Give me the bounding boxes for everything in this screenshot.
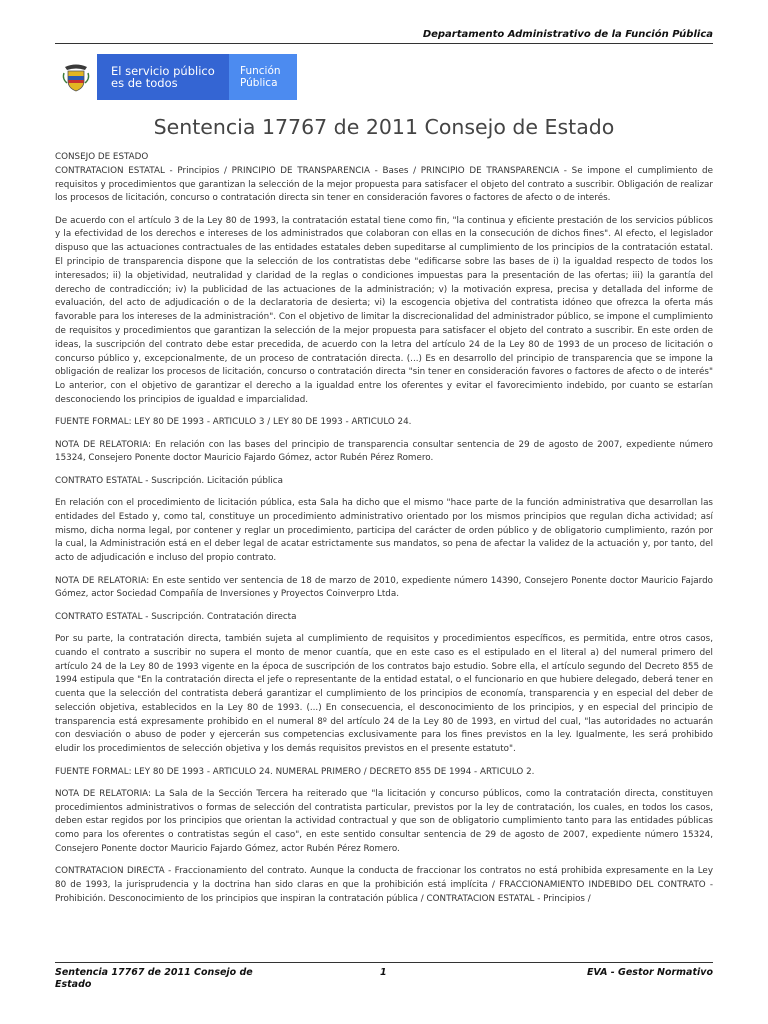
funcion-publica-block bbox=[229, 54, 297, 100]
footer-document-title: Sentencia 17767 de 2011 Consejo de Estado bbox=[55, 967, 253, 990]
footer-source: EVA - Gestor Normativo bbox=[586, 967, 713, 978]
paragraph: NOTA DE RELATORIA: En relación con las bases del principio de transparencia consultar sentencia de 29 de agosto de 2007, expediente número 15324, Consejero Ponente doctor Mauricio Fajardo Gómez, actor Rubén Pérez Romero. bbox=[55, 439, 713, 464]
slogan-line-2: es de todos bbox=[111, 76, 178, 90]
paragraph: CONTRATACION DIRECTA - Fraccionamiento del contrato. Aunque la conducta de fraccionar los contratos no está prohibida expresamente en la Ley 80 de 1993, la jurisprudencia y la doctrina han sido claras en que la prohibición está implícita / FRACCIONAMIENTO INDEBIDO DEL CONTRATO - Prohibición. Desconocimiento de los principios que inspiran la contratación pública / CONTRATACION ESTATAL - Principios / bbox=[55, 866, 713, 904]
paragraph: CONSEJO DE ESTADO bbox=[55, 152, 149, 162]
paragraph: De acuerdo con el artículo 3 de la Ley 80 de 1993, la contratación estatal tiene como fin, "la continua y eficiente prestación de los servicios públicos y la efectividad de los derechos e intereses de los administrados que colaboran con ellas en la consecución de dichos fines". Al efecto, el legislador dispuso que las actuaciones contractuales de las entidades estatales deben supeditarse al cumplimiento de los principios de la contratación estatal. El principio de transparencia dispone que la selección de los contratistas debe "edificarse sobre las bases de i) la igualdad respecto de todos los interesados; ii) la objetividad, neutralidad y claridad de la reglas o condiciones impuestas para la presentación de las ofertas; iii) la garantía del derecho de contradicción; iv) la publicidad de las actuaciones de la administración; v) la motivación expresa, precisa y detallada del informe de evaluación, del acto de adjudicación o de la declaratoria de desierta; vi) la escogencia objetiva del contratista idóneo que ofrezca la oferta más favorable para los intereses de la administración". Con el objetivo de limitar la discrecionalidad del administrador público, se impone el cumplimiento de requisitos y procedimientos que garantizan la selección de la mejor propuesta para satisfacer el objeto del contrato a suscribir. En este orden de ideas, la suscripción del contrato debe estar precedida, de acuerdo con la letra del artículo 24 de la Ley 80 de 1993 de un proceso de licitación o concurso público y, excepcionalmente, de un proceso de contratación directa. (...) Es en desarrollo del principio de transparencia que se impone la obligación de realizar los procesos de licitación, concurso o contratación directa "sin tener en consideración favores o factores de afecto o de interés" Lo anterior, con el objetivo de garantizar el derecho a la igualdad entre los oferentes y evitar el favorecimiento indebido, por cuanto se estarían desconociendo los principios de igualdad e imparcialidad. bbox=[55, 215, 713, 406]
paragraph: CONTRATO ESTATAL - Suscripción. Contratación directa bbox=[55, 611, 297, 622]
document-body bbox=[55, 151, 713, 915]
paragraph: Por su parte, la contratación directa, también sujeta al cumplimiento de requisitos y procedimientos específicos, es permitida, entre otros casos, cuando el contrato a suscribir no supera el monto de menor cuantía, que en este caso es el estipulado en el literal a) del numeral primero del artículo 24 de la Ley 80 de 1993 vigente en la época de suscripción de los contratos bajo estudio. Sobre ella, el artículo segundo del Decreto 855 de 1994 estipula que "En la contratación directa el jefe o representante de la entidad estatal, o el funcionario en que hubiere delegado, deberá tener en cuenta que la selección del contratista deberá garantizar el cumplimiento de los principios de economía, transparencia y en especial del deber de selección objetiva, establecidos en la Ley 80 de 1993. (...) En consecuencia, el desconocimiento de los principios, y en especial del principio de transparencia está expresamente prohibido en el numeral 8º del artículo 24 de la Ley 80 de 1993, en virtud del cual, "las autoridades no actuarán con desviación o abuso de poder y ejercerán sus competencias exclusivamente para los fines previstos en la ley. Igualmente, les será prohibido eludir los procedimientos de selección objetiva y los demás requisitos previstos en el presente estatuto". bbox=[55, 633, 713, 755]
slogan-block bbox=[97, 54, 229, 100]
paragraph: NOTA DE RELATORIA: En este sentido ver sentencia de 18 de marzo de 2010, expediente número 14390, Consejero Ponente doctor Mauricio Fajardo Gómez, actor Sociedad Compañía de Inversiones y Proyectos Coinverpro Ltda. bbox=[55, 575, 713, 600]
paragraph: CONTRATO ESTATAL - Suscripción. Licitación pública bbox=[55, 475, 283, 486]
paragraph: FUENTE FORMAL: LEY 80 DE 1993 - ARTICULO 3 / LEY 80 DE 1993 - ARTICULO 24. bbox=[55, 417, 412, 428]
paragraph: En relación con el procedimiento de licitación pública, esta Sala ha dicho que el mismo "hace parte de la función administrativa que desarrollan las entidades del Estado y, como tal, constituye un procedimiento administrativo orientado por los mismos principios que regulan dicha actividad; así mismo, dicha norma legal, por contener y reglar un procedimiento, participa del carácter de orden público y de obligatorio cumplimiento, razón por la cual, la Administración está en el deber legal de acatar estrictamente sus mandatos, so pena de afectar la validez de la actuación y, por tanto, del acto de adjudicación e incluso del propio contrato. bbox=[55, 498, 713, 564]
paragraph: CONTRATACION ESTATAL - Principios / PRINCIPIO DE TRANSPARENCIA - Bases / PRINCIPIO DE TRANSPARENCIA - Se impone el cumplimiento de requisitos y procedimientos que garantizan la selección de la mejor propuesta para satisfacer el objeto del contrato a suscribir. Obligación de realizar los procesos de licitación, concurso o contratación directa sin tener en consideración favores o factores de afecto o de interés. bbox=[55, 165, 713, 204]
coat-of-arms-icon bbox=[55, 54, 97, 100]
fp-line-1: Función bbox=[240, 65, 281, 77]
paragraph: FUENTE FORMAL: LEY 80 DE 1993 - ARTICULO 24. NUMERAL PRIMERO / DECRETO 855 DE 1994 - ARTICULO 2. bbox=[55, 766, 535, 777]
footer-page-number: 1 bbox=[380, 967, 387, 978]
slogan-line-1: El servicio público bbox=[111, 64, 215, 78]
page-title: Sentencia 17767 de 2011 Consejo de Estado bbox=[153, 115, 615, 139]
footer-divider bbox=[55, 962, 713, 963]
government-logo bbox=[55, 54, 297, 100]
paragraph: NOTA DE RELATORIA: La Sala de la Sección Tercera ha reiterado que "la licitación y concurso públicos, como la contratación directa, constituyen procedimientos administrativos o formas de selección del contratista particular, previstos por la ley de contratación, los cuales, en todos los casos, deben estar regidos por los principios que orientan la actividad contractual y que son de obligatorio cumplimiento tanto para las entidades públicas como para los oferentes o contratistas según el caso", en este sentido consultar sentencia de 29 de agosto de 2007, expediente número 15324, Consejero Ponente doctor Mauricio Fajardo Gómez, actor Rubén Pérez Romero. bbox=[55, 788, 713, 855]
document-header: Departamento Administrativo de la Función Pública bbox=[55, 29, 713, 44]
fp-line-2: Pública bbox=[240, 77, 278, 89]
